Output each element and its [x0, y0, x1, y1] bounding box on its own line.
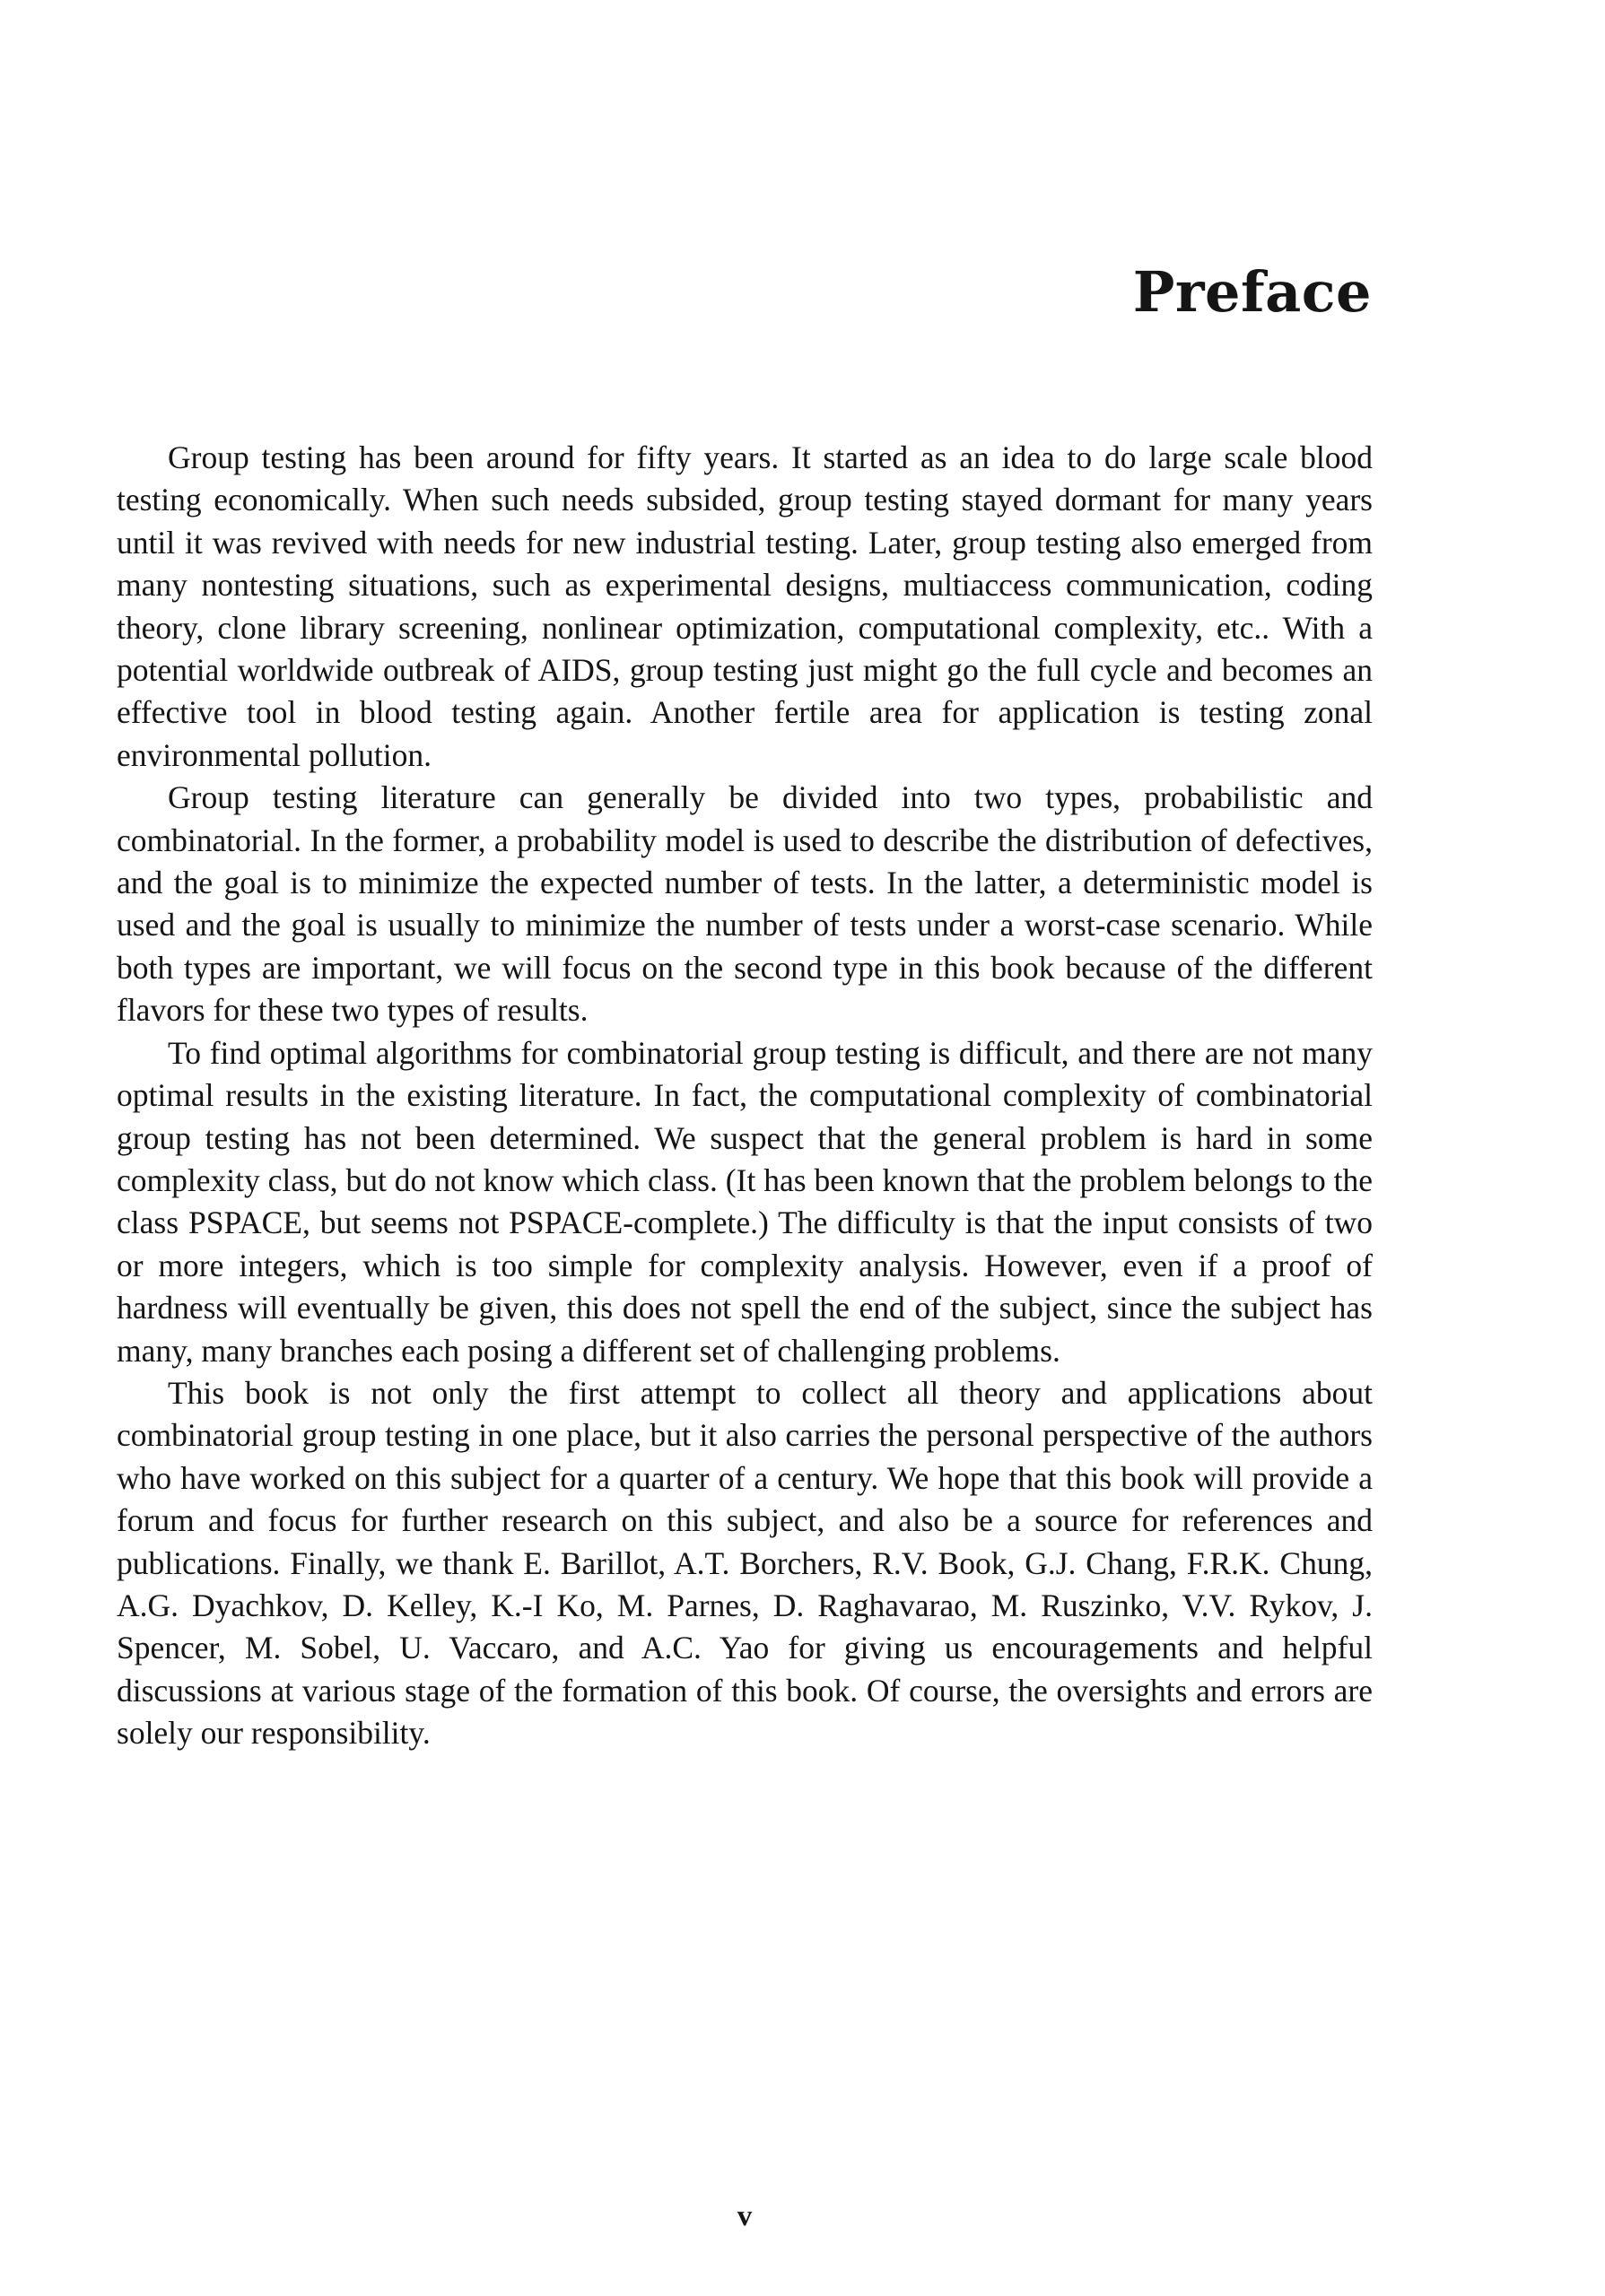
- paragraph-2: Group testing literature can generally be divided into two types, probabilistic and combinatorial. In the former, a probability model is used to describe the distribution of defectives, and the goal is to minimize the expected number of tests. In the latter, a deterministic model is used and the goal is usually to minimize the number of tests under a worst-case scenario. While both types are important, we will focus on the second type in this book because of the different flavors for these two types of results.: [117, 779, 1373, 1029]
- paragraph-3: To find optimal algorithms for combinatorial group testing is difficult, and there are not many optimal results in the existing literature. In fact, the computational complexity of combinatorial group testing has not been determined. We suspect that the general problem is hard in some complexity class, but do not know which class. (It has been known that the problem belongs to the class PSPACE, but seems not PSPACE-complete.) The difficulty is that the input consists of two or more integers, which is too simple for complexity analysis. However, even if a proof of hardness will eventually be given, this does not spell the end of the subject, since the subject has many, many branches each posing a different set of challenging problems.: [117, 1034, 1373, 1369]
- page-number: v: [737, 2200, 753, 2232]
- paragraph-4: This book is not only the first attempt to collect all theory and applications about combinatorial group testing in one place, but it also carries the personal perspective of the authors who have worked on this subject for a quarter of a century. We hope that this book will provide a forum and focus for further research on this subject, and also be a source for references and publications. Finally, we thank E. Barillot, A.T. Borchers, R.V. Book, G.J. Chang, F.R.K. Chung, A.G. Dyachkov, D. Kelley, K.-I Ko, M. Parnes, D. Raghavarao, M. Ruszinko, V.V. Rykov, J. Spencer, M. Sobel, U. Vaccaro, and A.C. Yao for giving us encouragements and helpful discussions at various stage of the formation of this book. Of course, the oversights and errors are solely our responsibility.: [117, 1374, 1373, 1752]
- preface-body: [117, 437, 1373, 1755]
- page-title: Preface: [1132, 259, 1372, 325]
- paragraph-1: Group testing has been around for fifty years. It started as an idea to do large scale blood testing economically. When such needs subsided, group testing stayed dormant for many years until it was revived with needs for new industrial testing. Later, group testing also emerged from many nontesting situations, such as experimental designs, multiaccess communication, coding theory, clone library screening, nonlinear optimization, computational complexity, etc.. With a potential worldwide outbreak of AIDS, group testing just might go the full cycle and becomes an effective tool in blood testing again. Another fertile area for application is testing zonal environmental pollution.: [117, 439, 1373, 773]
